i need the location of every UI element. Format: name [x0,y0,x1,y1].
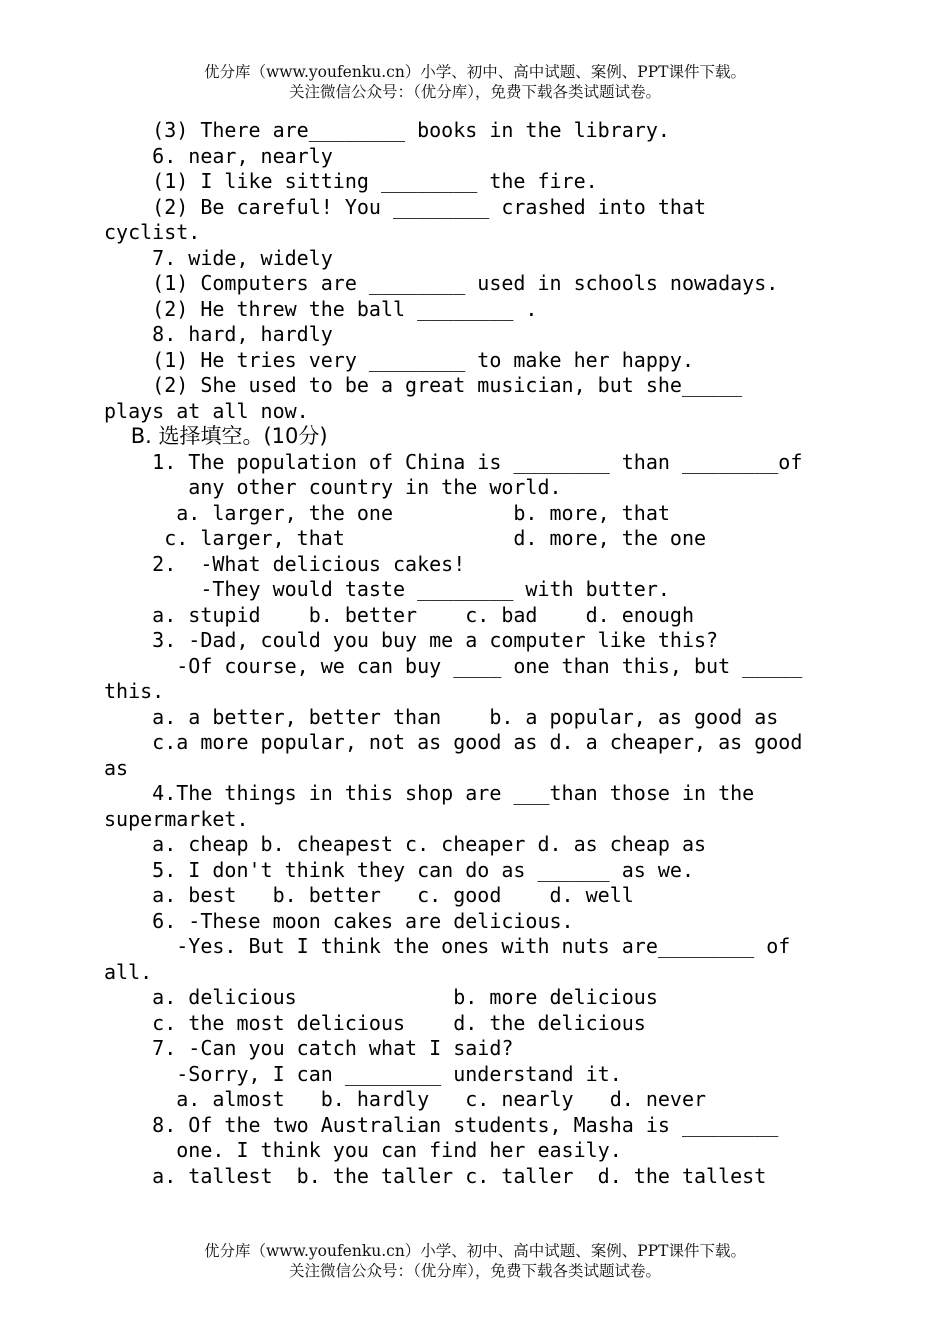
footer-line-1: 优分库（www.youfenku.cn）小学、初中、高中试题、案例、PPT课件下载。 [203,1242,747,1260]
text-line: -Of course, we can buy ____ one than this, but _____ [104,653,803,678]
text-line: c. the most delicious d. the delicious [104,1010,646,1035]
text-line: 4.The things in this shop are ___than those in the [104,781,755,805]
text-line: this. [104,679,165,703]
section-heading: B. 选择填空。(10分) [104,424,328,448]
text-line: (2) She used to be a great musician, but she_____ [104,373,743,397]
header-line-2: 关注微信公众号：（优分库），免费下载各类试题试卷。 [288,83,661,101]
text-line: c.a more popular, not as good as d. a cheaper, as good [104,730,803,754]
text-line: any other country in the world. [104,475,562,499]
text-line: (1) He tries very ________ to make her happy. [104,347,695,372]
text-line: -Yes. But I think the ones with nuts are________ of [104,934,791,958]
text-line: a. tallest b. the taller c. taller d. the tallest [104,1163,767,1188]
page-header [0,62,950,102]
text-line: a. delicious b. more delicious [104,985,658,1009]
text-line: a. cheap b. cheapest c. cheaper d. as cheap as [104,832,707,856]
text-line: 5. I don't think they can do as ______ as we. [104,857,695,882]
text-line: 7. wide, widely [104,245,333,270]
text-line: (2) Be careful! You ________ crashed into that [104,194,707,219]
text-line: a. larger, the one b. more, that [104,500,670,525]
text-line: plays at all now. [104,398,309,423]
text-line: 6. near, nearly [104,143,333,168]
text-line: cyclist. [104,220,201,244]
text-line: (2) He threw the ball ________ . [104,296,538,321]
text-line: supermarket. [104,806,249,831]
header-line-1: 优分库（www.youfenku.cn）小学、初中、高中试题、案例、PPT课件下载。 [203,63,747,81]
text-line: all. [104,959,153,984]
text-line: c. larger, that d. more, the one [104,526,707,550]
text-line: -Sorry, I can ________ understand it. [104,1061,622,1086]
text-line: (1) Computers are ________ used in schools nowadays. [104,271,779,295]
text-line: a. best b. better c. good d. well [104,883,634,907]
text-line: one. I think you can find her easily. [104,1138,622,1162]
text-line: a. stupid b. better c. bad d. enough [104,602,695,627]
text-line: -They would taste ________ with butter. [104,577,670,601]
text-line: as [104,755,129,780]
text-line: 8. hard, hardly [104,322,333,346]
text-line: 6. -These moon cakes are delicious. [104,908,574,933]
document-body [104,118,844,1189]
text-line: 3. -Dad, could you buy me a computer like this? [104,628,719,652]
text-line: a. almost b. hardly c. nearly d. never [104,1087,707,1111]
text-line: (1) I like sitting ________ the fire. [104,169,598,193]
text-line: 8. Of the two Australian students, Masha is ________ [104,1112,779,1137]
text-line: 2. -What delicious cakes! [104,551,466,576]
footer-line-2: 关注微信公众号：（优分库），免费下载各类试题试卷。 [288,1262,661,1280]
text-line: 1. The population of China is ________ than ________of [104,449,803,474]
text-line: (3) There are________ books in the library. [104,118,670,142]
page-footer [0,1241,950,1281]
text-line: a. a better, better than b. a popular, as good as [104,704,779,729]
text-line: 7. -Can you catch what I said? [104,1036,514,1060]
